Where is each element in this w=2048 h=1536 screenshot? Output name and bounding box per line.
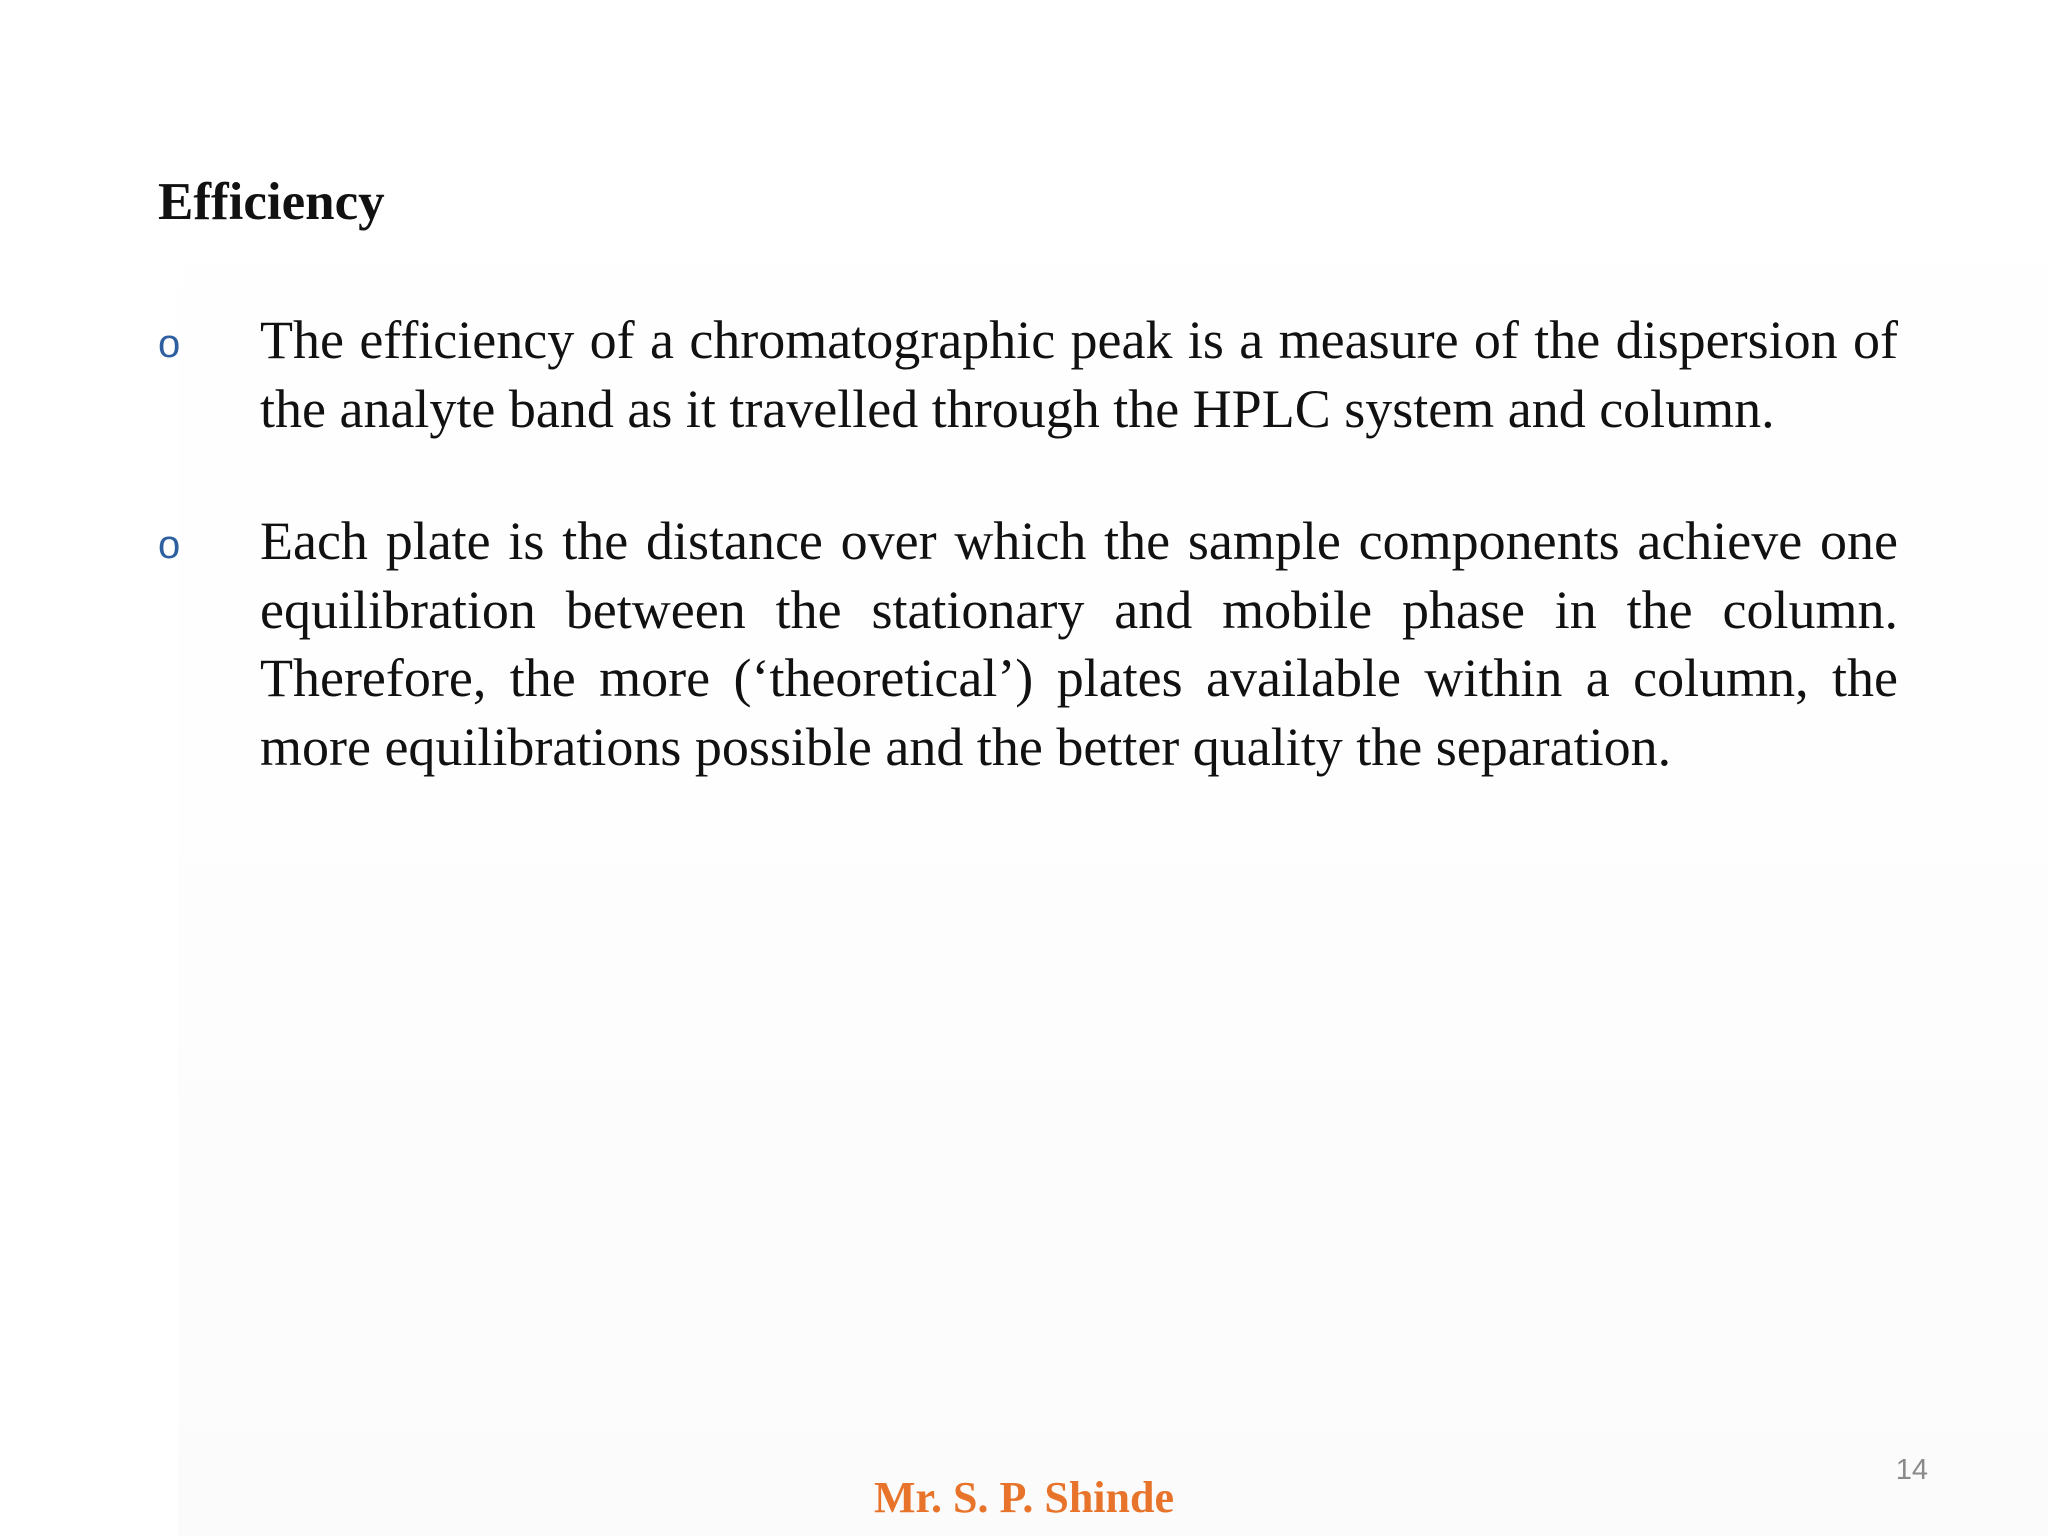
bullet-marker-icon: o [158, 523, 181, 567]
slide-title: Efficiency [158, 173, 385, 231]
bullet-text: The efficiency of a chromatographic peak is a measure of the dispersion of the analyte band as it travelled through the HPLC system and column. [260, 310, 1898, 439]
page-number: 14 [1895, 1454, 1928, 1486]
bullet-text: Each plate is the distance over which the sample components achieve one equilibration between the stationary and mobile phase in the column. Therefore, the more (‘theoretical’) plates available within a column, the more equilibrations possible and the better quality the separation. [260, 511, 1898, 777]
author-footer: Mr. S. P. Shinde [874, 1473, 1174, 1522]
bullet-list [158, 306, 1898, 845]
list-item [158, 507, 1898, 781]
list-item [158, 306, 1898, 443]
bullet-marker-icon: o [158, 322, 181, 366]
